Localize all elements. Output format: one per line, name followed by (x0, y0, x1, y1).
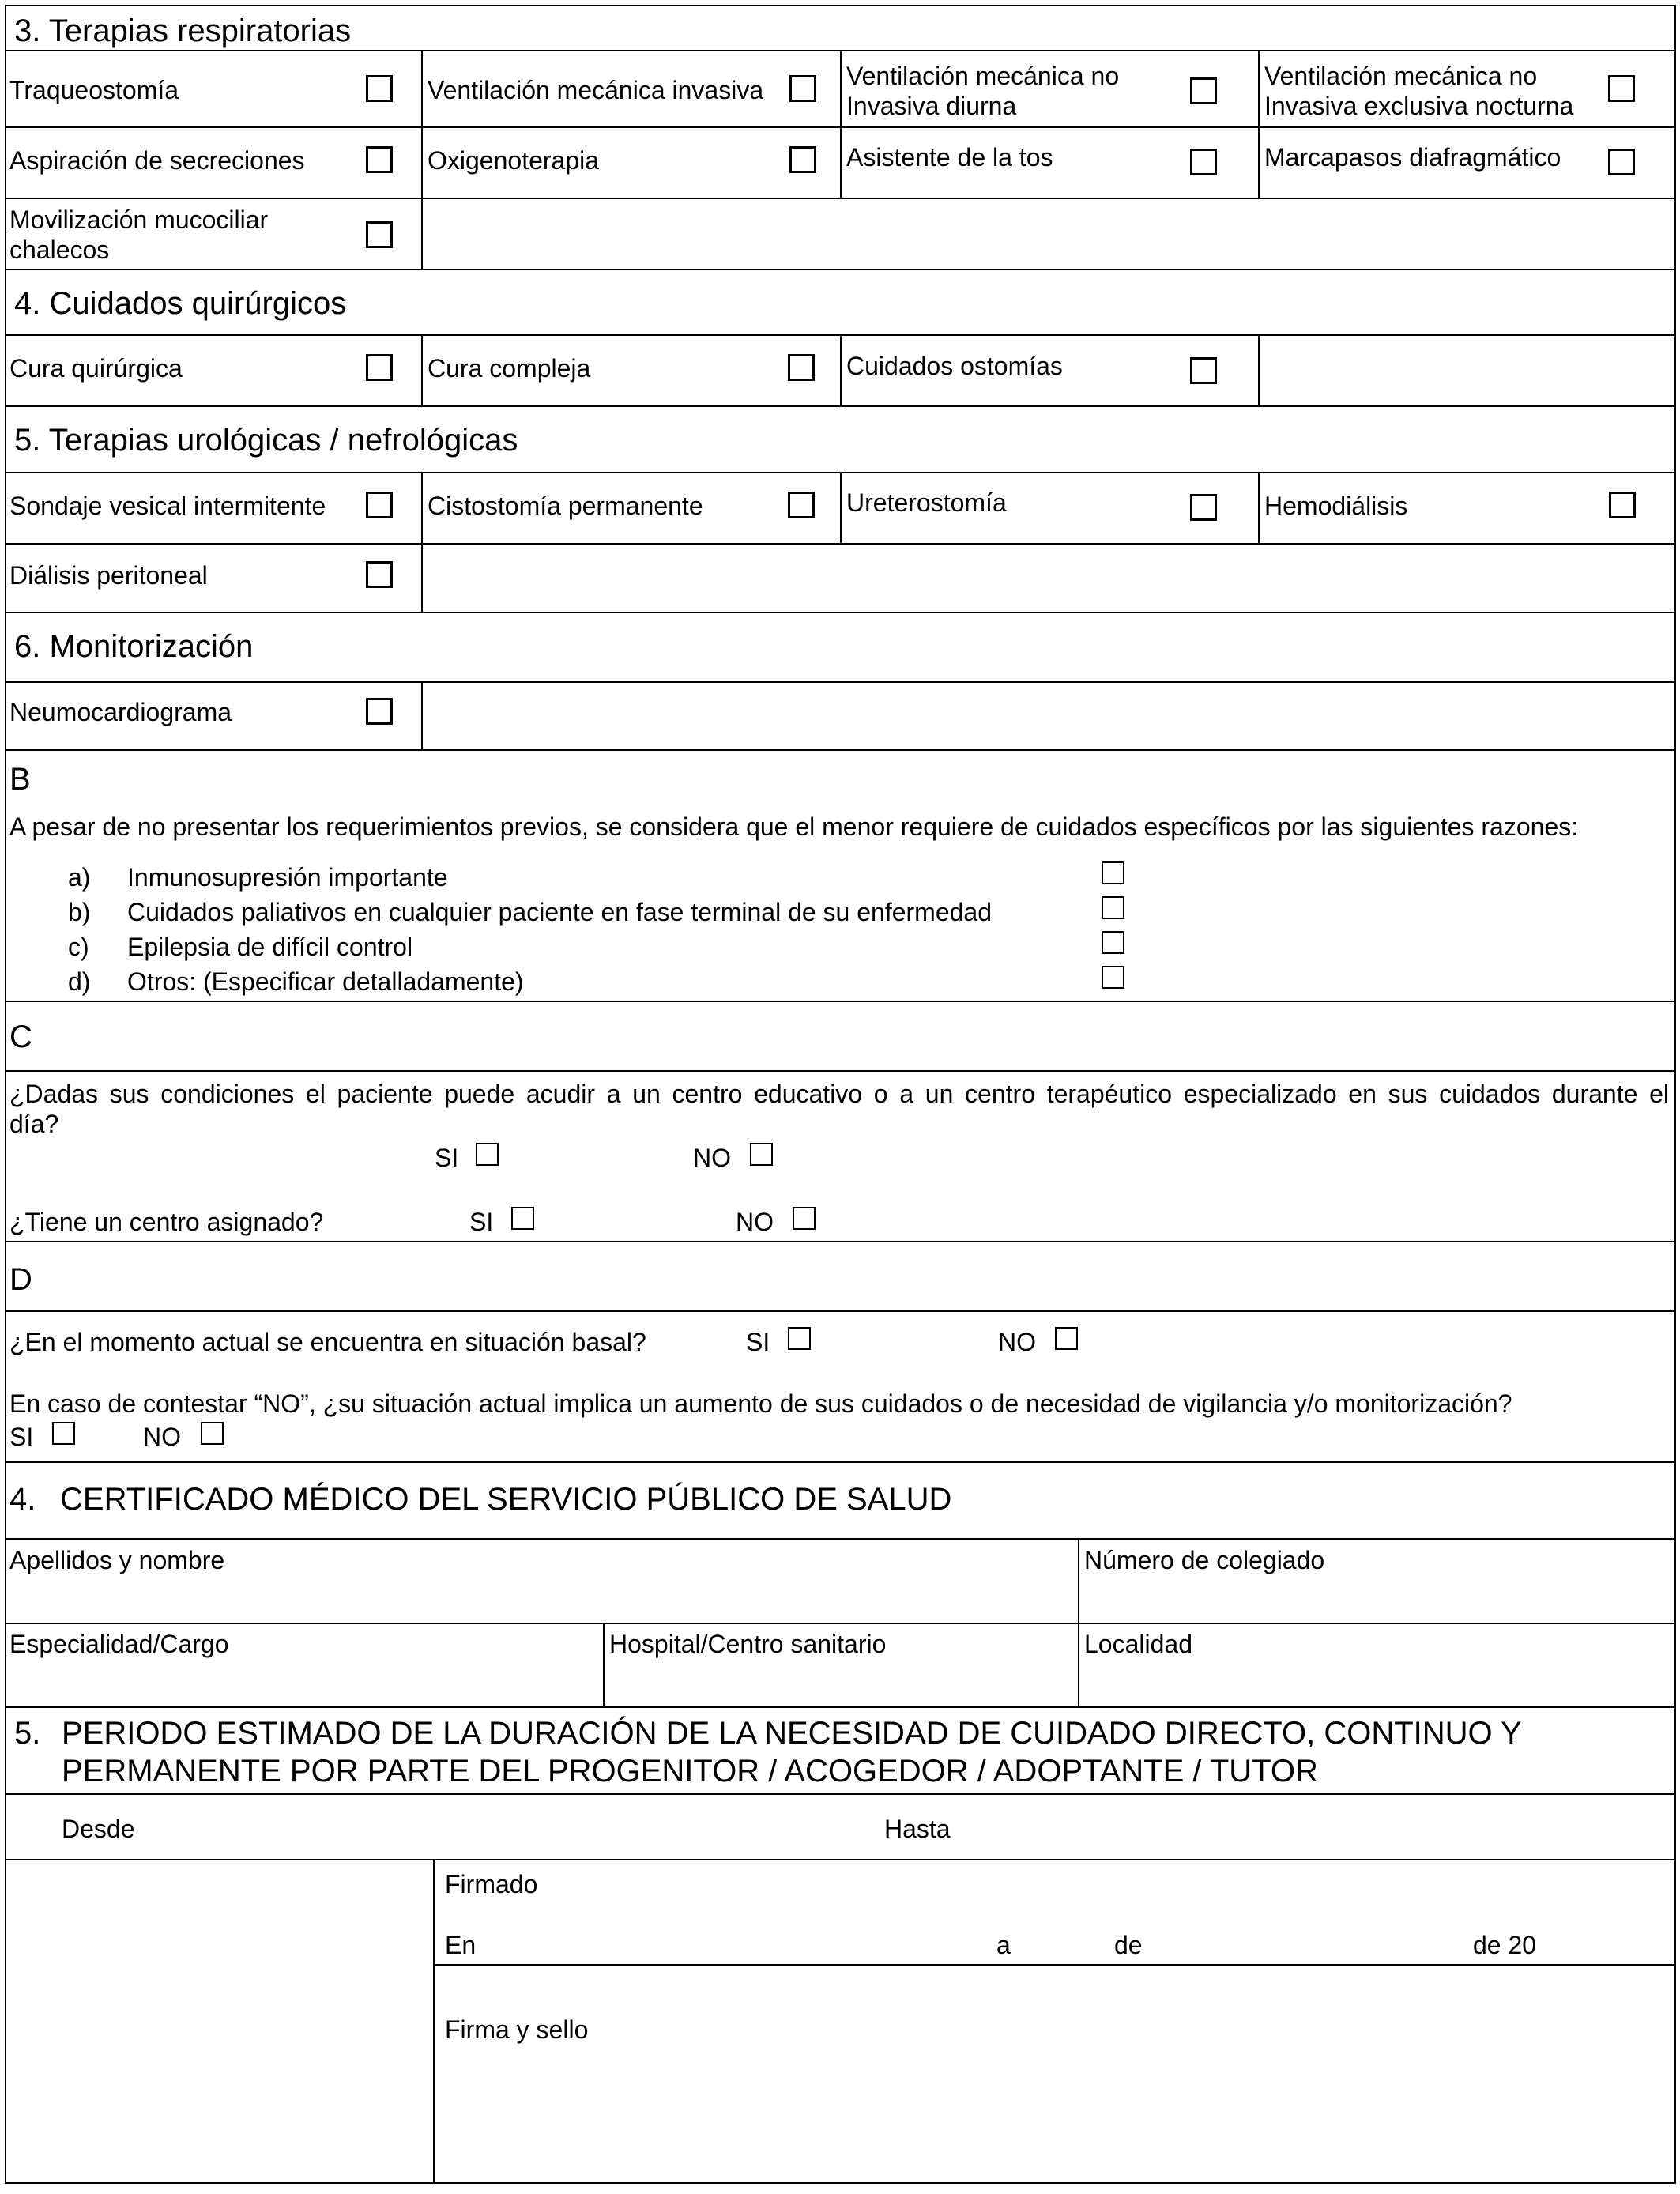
checkbox-traqueostomia[interactable] (366, 75, 393, 102)
place-label: En (445, 1931, 477, 1959)
divider (5, 1793, 1676, 1795)
divider (5, 1706, 1676, 1708)
checkbox-cura-quirurgica[interactable] (366, 354, 393, 381)
reason-d-letter: d) (68, 967, 91, 996)
section-5-title: 5. Terapias urológicas / nefrológicas (14, 423, 518, 458)
section-c-question-1-line-1: ¿Dadas sus condiciones el paciente puede acudir a un centro educativo o a un centro terapéutico especializado en sus cuidados durante el (9, 1080, 1669, 1108)
reason-c-text: Epilepsia de difícil control (127, 933, 413, 961)
divider (5, 1241, 1676, 1242)
divider (5, 681, 1676, 683)
field-label-collegiate: Número de colegiado (1084, 1546, 1325, 1574)
checkbox-d-q2-yes[interactable] (52, 1422, 75, 1445)
year-de-label: de 20 (1473, 1931, 1537, 1959)
divider (5, 269, 1676, 270)
divider (421, 334, 423, 405)
label-dialisis-peritoneal: Diálisis peritoneal (9, 561, 208, 590)
label-sondaje-vesical: Sondaje vesical intermitente (9, 492, 326, 520)
label-asistente-tos: Asistente de la tos (846, 143, 1053, 172)
checkbox-reason-c[interactable] (1102, 931, 1124, 954)
signed-label: Firmado (445, 1870, 538, 1898)
label-movilizacion-mucociliar-2: chalecos (9, 236, 110, 264)
month-de-label: de (1114, 1931, 1143, 1959)
checkbox-reason-d[interactable] (1102, 966, 1124, 989)
field-label-locality: Localidad (1084, 1630, 1192, 1658)
checkbox-ureterostomia[interactable] (1190, 494, 1217, 521)
checkbox-cura-compleja[interactable] (788, 354, 815, 381)
checkbox-reason-a[interactable] (1102, 861, 1124, 884)
certificate-section-title: CERTIFICADO MÉDICO DEL SERVICIO PÚBLICO DE SALUD (60, 1482, 952, 1517)
divider (433, 1859, 435, 2184)
field-specialty-input[interactable] (8, 1660, 599, 1703)
period-to-label: Hasta (884, 1815, 951, 1843)
section-c-title: C (9, 1020, 32, 1054)
divider (840, 50, 842, 198)
checkbox-cuidados-ostomias[interactable] (1190, 357, 1217, 384)
place-input[interactable] (482, 1922, 988, 1960)
field-label-specialty: Especialidad/Cargo (9, 1630, 229, 1658)
section-d-question-1: ¿En el momento actual se encuentra en situación basal? (9, 1328, 646, 1356)
section-b-intro: A pesar de no presentar los requerimientos previos, se considera que el menor requiere de cuidados específicos por las siguientes razones: (9, 812, 1579, 841)
label-cistostomia: Cistostomía permanente (428, 492, 703, 520)
divider (5, 543, 1676, 545)
field-collegiate-input[interactable] (1083, 1577, 1671, 1619)
checkbox-d-q1-yes[interactable] (788, 1327, 811, 1350)
reason-c-letter: c) (68, 933, 89, 961)
reason-a-text: Inmunosupresión importante (127, 863, 448, 892)
divider (5, 1859, 1676, 1860)
label-ventilacion-no-invasiva-diurna-1: Ventilación mecánica no (846, 62, 1120, 90)
section-b-title: B (9, 762, 31, 797)
checkbox-d-q1-no[interactable] (1055, 1327, 1078, 1350)
field-locality-input[interactable] (1083, 1660, 1671, 1703)
period-from-input[interactable] (150, 1806, 861, 1849)
checkbox-reason-b[interactable] (1102, 896, 1124, 919)
checkbox-aspiracion-secreciones[interactable] (366, 146, 393, 173)
divider (5, 1310, 1676, 1312)
checkbox-c-q1-yes[interactable] (476, 1143, 499, 1166)
checkbox-hemodialisis[interactable] (1609, 492, 1636, 518)
section-3-title: 3. Terapias respiratorias (14, 13, 352, 48)
field-label-hospital: Hospital/Centro sanitario (609, 1630, 887, 1658)
d-q1-yes-label: SI (746, 1328, 770, 1356)
divider (1078, 1538, 1079, 1706)
label-ventilacion-no-invasiva-diurna-2: Invasiva diurna (846, 92, 1017, 120)
period-section-title-line-2: PERMANENTE POR PARTE DEL PROGENITOR / ACOGEDOR / ADOPTANTE / TUTOR (62, 1754, 1318, 1789)
certificate-section-number: 4. (9, 1482, 36, 1517)
divider (1258, 334, 1260, 405)
checkbox-c-q2-no[interactable] (793, 1207, 816, 1230)
c-q1-no-label: NO (693, 1144, 731, 1172)
label-ventilacion-no-invasiva-nocturna-1: Ventilación mecánica no (1264, 62, 1538, 90)
field-hospital-input[interactable] (608, 1660, 1074, 1703)
checkbox-movilizacion-mucociliar[interactable] (366, 221, 393, 248)
c-q2-no-label: NO (736, 1208, 774, 1236)
checkbox-neumocardiograma[interactable] (366, 698, 393, 725)
period-to-input[interactable] (972, 1806, 1667, 1849)
reason-d-text: Otros: (Especificar detalladamente) (127, 967, 524, 996)
label-hemodialisis: Hemodiálisis (1264, 492, 1408, 520)
divider (5, 1538, 1676, 1540)
c-q2-yes-label: SI (469, 1208, 494, 1236)
day-a-label: a (996, 1931, 1011, 1959)
period-section-number: 5. (14, 1716, 41, 1751)
section-c-question-1-line-2: día? (9, 1110, 59, 1138)
divider (840, 472, 842, 543)
d-q2-yes-label: SI (9, 1423, 34, 1451)
signature-stamp-area[interactable] (436, 2047, 1669, 2180)
year-input[interactable] (1541, 1922, 1667, 1960)
checkbox-sondaje-vesical[interactable] (366, 492, 393, 518)
checkbox-asistente-tos[interactable] (1190, 149, 1217, 175)
stamp-label: Firma y sello (445, 2015, 589, 2044)
divider (5, 405, 1676, 407)
day-input[interactable] (1019, 1922, 1106, 1960)
d-q2-no-label: NO (143, 1423, 181, 1451)
checkbox-c-q2-yes[interactable] (511, 1207, 534, 1230)
label-traqueostomia: Traqueostomía (9, 76, 179, 104)
field-label-name: Apellidos y nombre (9, 1546, 225, 1574)
c-q1-yes-label: SI (435, 1144, 459, 1172)
checkbox-marcapasos-diafragmatico[interactable] (1608, 149, 1635, 175)
section-d-title: D (9, 1262, 32, 1297)
label-ventilacion-no-invasiva-nocturna-2: Invasiva exclusiva nocturna (1264, 92, 1574, 120)
label-cura-compleja: Cura compleja (428, 354, 591, 383)
period-section-title-line-1: PERIODO ESTIMADO DE LA DURACIÓN DE LA NECESIDAD DE CUIDADO DIRECTO, CONTINUO Y (62, 1716, 1522, 1751)
checkbox-ventilacion-no-invasiva-diurna[interactable] (1190, 77, 1217, 104)
reason-b-letter: b) (68, 898, 91, 926)
divider (421, 472, 423, 612)
checkbox-oxigenoterapia[interactable] (789, 146, 816, 173)
label-marcapasos-diafragmatico: Marcapasos diafragmático (1264, 143, 1561, 172)
month-input[interactable] (1154, 1922, 1462, 1960)
checkbox-d-q2-no[interactable] (201, 1422, 224, 1445)
divider (421, 681, 423, 749)
d-q1-no-label: NO (998, 1328, 1036, 1356)
checkbox-c-q1-no[interactable] (750, 1143, 773, 1166)
label-movilizacion-mucociliar-1: Movilización mucociliar (9, 205, 269, 234)
section-c-question-2: ¿Tiene un centro asignado? (9, 1208, 324, 1236)
section-4-title: 4. Cuidados quirúrgicos (14, 286, 347, 321)
reason-a-letter: a) (68, 863, 91, 892)
divider (433, 1964, 1676, 1966)
divider (5, 1070, 1676, 1072)
divider (1258, 50, 1260, 198)
divider (5, 749, 1676, 751)
checkbox-cistostomia[interactable] (788, 492, 815, 518)
label-ureterostomia: Ureterostomía (846, 488, 1007, 517)
section-d-question-2: En caso de contestar “NO”, ¿su situación actual implica un aumento de sus cuidados o de necesidad de vigilancia y/o monitorización? (9, 1389, 1512, 1418)
divider (840, 334, 842, 405)
field-name-input[interactable] (8, 1577, 1075, 1619)
divider (5, 1001, 1676, 1002)
divider (421, 50, 423, 269)
divider (5, 1461, 1676, 1463)
divider (5, 612, 1676, 613)
divider (1258, 472, 1260, 543)
checkbox-ventilacion-no-invasiva-nocturna[interactable] (1608, 75, 1635, 102)
label-cuidados-ostomias: Cuidados ostomías (846, 352, 1063, 380)
reason-b-text: Cuidados paliativos en cualquier paciente en fase terminal de su enfermedad (127, 898, 993, 926)
label-ventilacion-invasiva: Ventilación mecánica invasiva (428, 76, 764, 104)
divider (5, 198, 1676, 199)
checkbox-ventilacion-invasiva[interactable] (789, 75, 816, 102)
label-aspiracion-secreciones: Aspiración de secreciones (9, 146, 305, 175)
period-from-label: Desde (62, 1815, 135, 1843)
section-6-title: 6. Monitorización (14, 629, 254, 664)
divider (603, 1623, 605, 1706)
checkbox-dialisis-peritoneal[interactable] (366, 561, 393, 588)
label-oxigenoterapia: Oxigenoterapia (428, 146, 600, 175)
label-neumocardiograma: Neumocardiograma (9, 698, 232, 726)
divider (5, 1623, 1676, 1624)
label-cura-quirurgica: Cura quirúrgica (9, 354, 183, 383)
